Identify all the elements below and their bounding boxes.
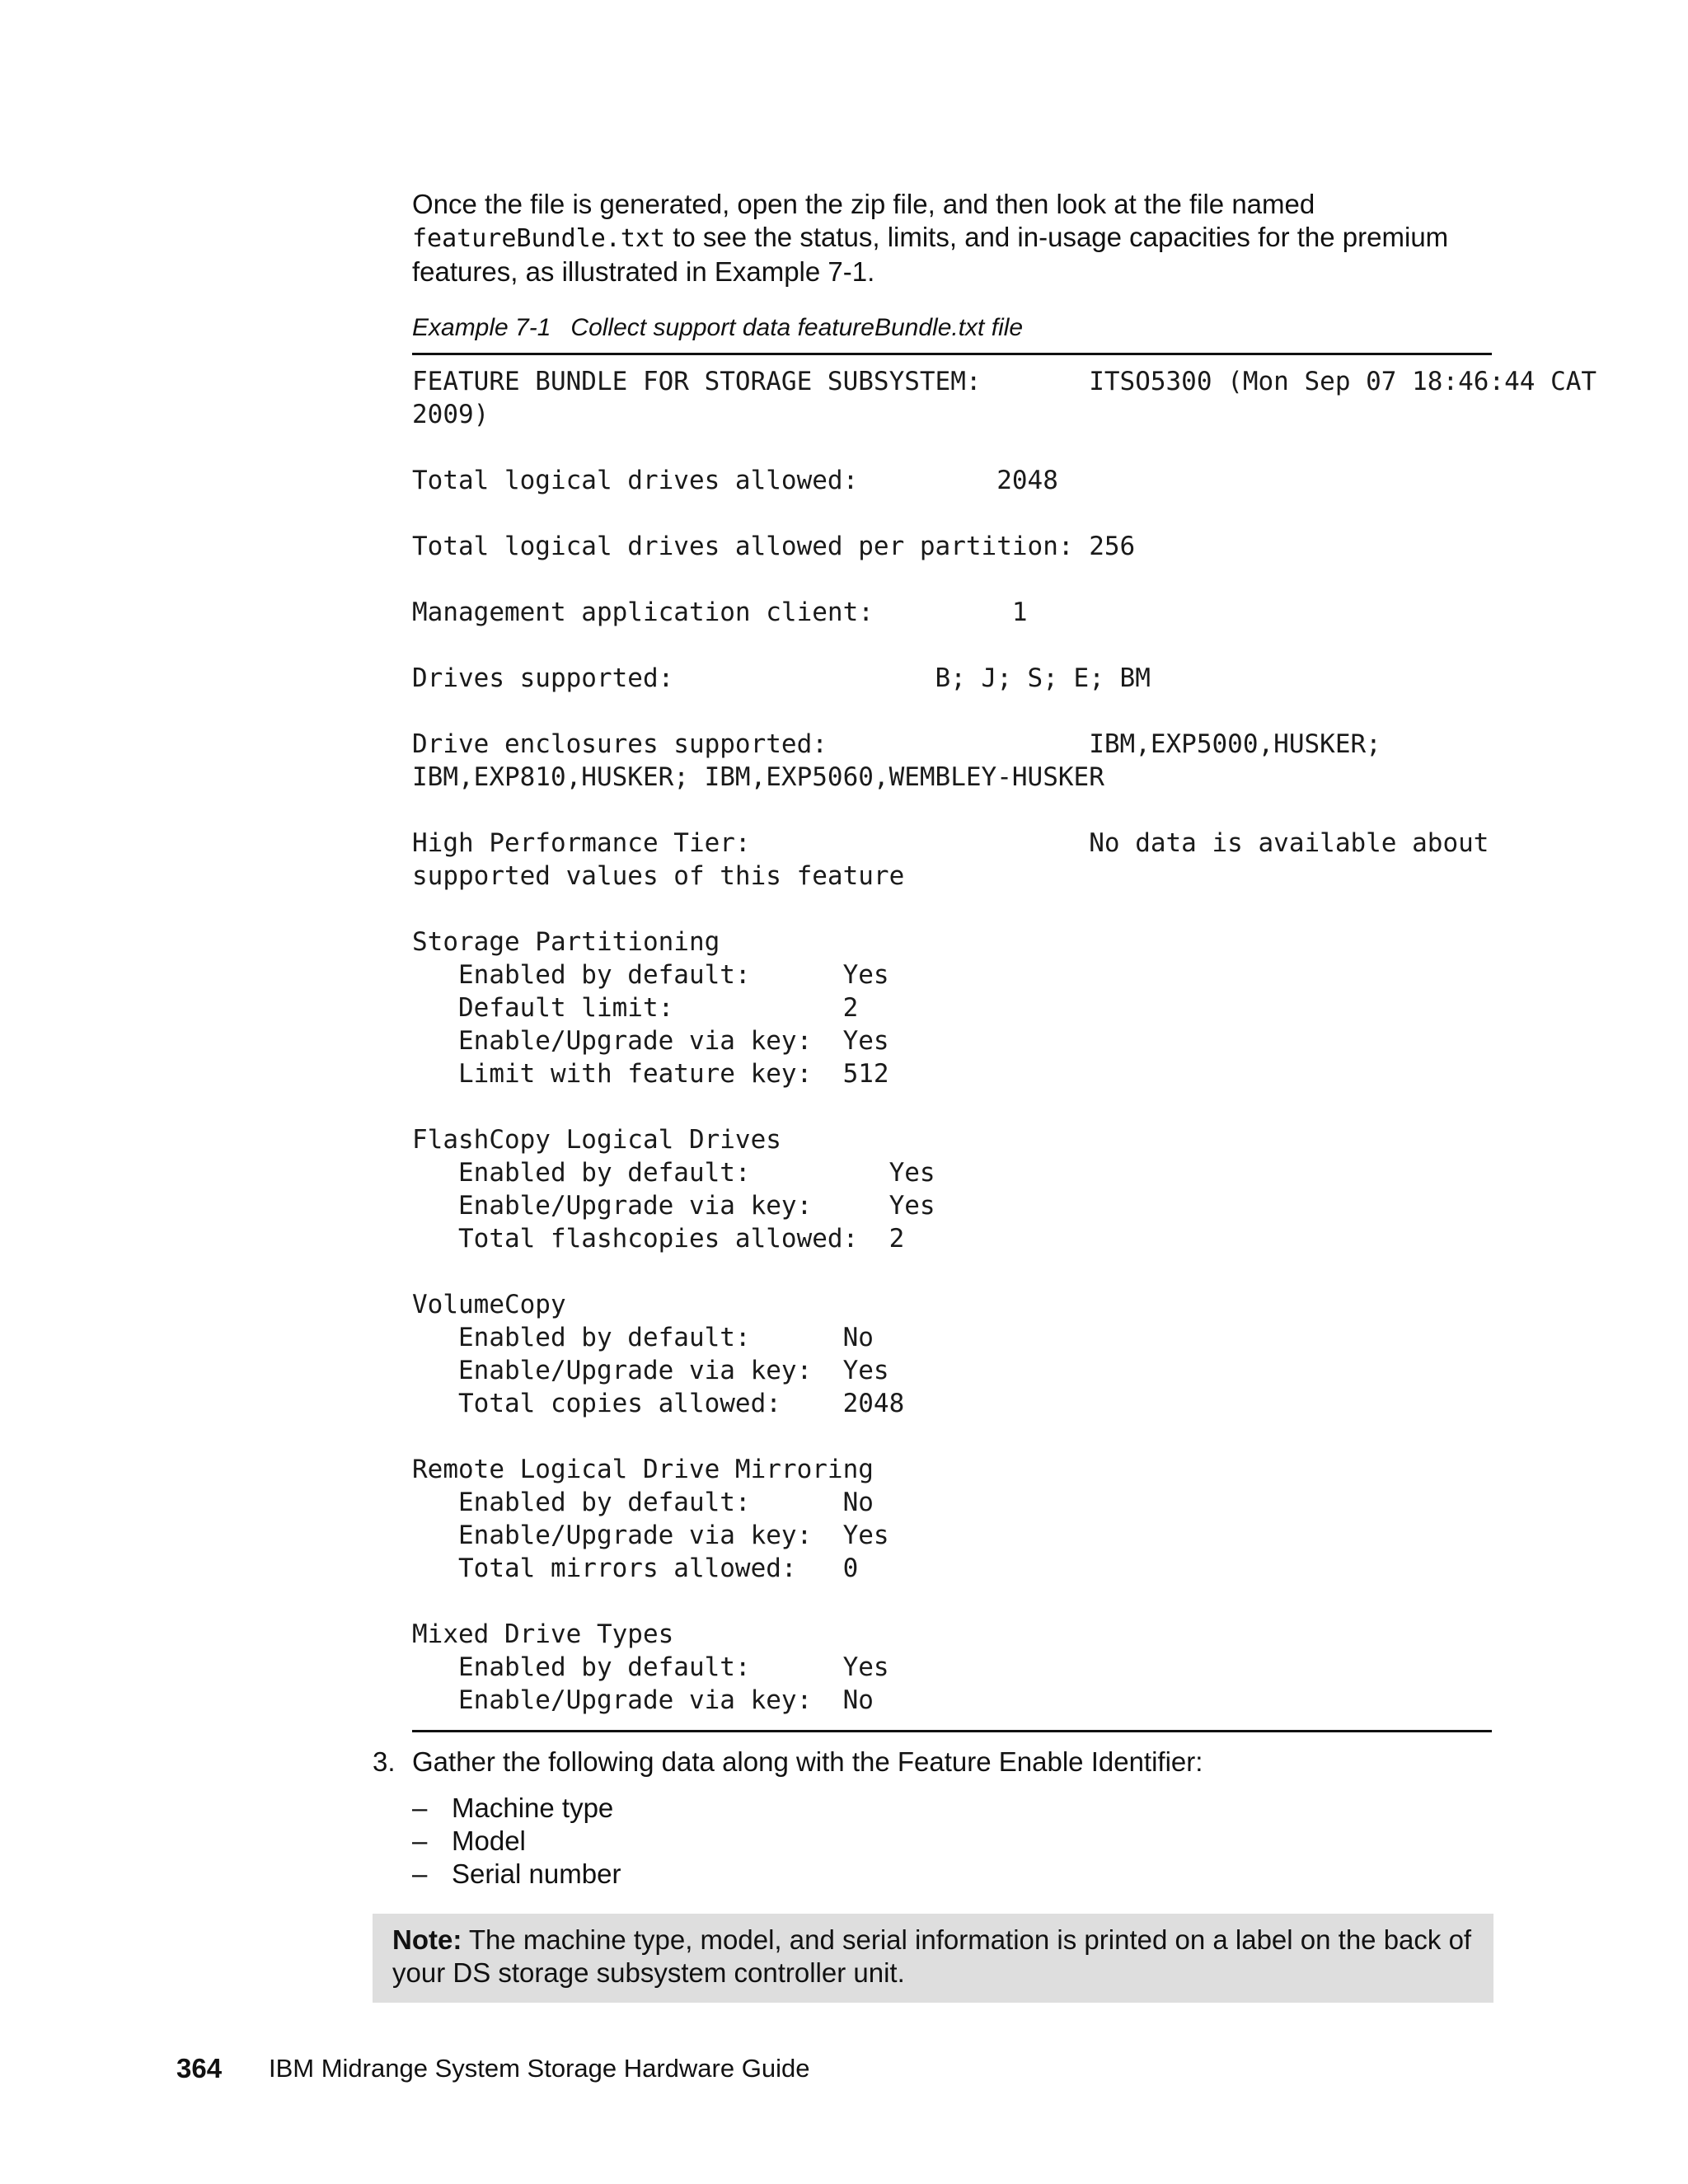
dash-bullet: – xyxy=(412,1825,428,1856)
intro-paragraph xyxy=(412,188,1492,288)
example-label: Example 7-1 xyxy=(412,314,551,341)
step-text: Gather the following data along with the Feature Enable Identifier: xyxy=(412,1746,1203,1777)
note-text: The machine type, model, and serial information is printed on a label on the back of your DS storage subsystem controller unit. xyxy=(392,1924,1472,1988)
note-box xyxy=(373,1914,1493,2003)
step-3 xyxy=(373,1746,1493,1891)
intro-text-1: Once the file is generated, open the zip file, and then look at the file named xyxy=(412,189,1315,219)
example-bottom-rule xyxy=(412,1730,1492,1732)
page-footer xyxy=(176,2052,809,2085)
step-sub-list xyxy=(412,1792,1493,1891)
step-number: 3. xyxy=(373,1746,396,1777)
dash-bullet: – xyxy=(412,1858,428,1889)
example-top-rule xyxy=(412,353,1492,355)
example-title: Collect support data featureBundle.txt file xyxy=(570,314,1024,341)
list-item-text: Machine type xyxy=(452,1793,614,1823)
list-item xyxy=(412,1792,1493,1825)
dash-bullet: – xyxy=(412,1793,428,1823)
example-code-block: FEATURE BUNDLE FOR STORAGE SUBSYSTEM: ITSO5300 (Mon Sep 07 18:46:44 CAT 2009) Total logical drives allowed: 2048 Total logical drives allowed per partition: 256 Management application client: 1 Drives supported: B; J; S; E; BM Drive enclosures supported: IBM,EXP5000,HUSKER; IBM,EXP810,HUSKER; IBM,EXP5060,WEMBLEY-HUSKER High Performance Tier: No data is available about supported values of this feature Storage Partitioning Enabled by default: Yes Default limit: 2 Enable/Upgrade via key: Yes Limit with feature key: 512 FlashCopy Logical Drives Enabled by default: Yes Enable/Upgrade via key: Yes Total flashcopies allowed: 2 VolumeCopy Enabled by default: No Enable/Upgrade via key: Yes Total copies allowed: 2048 Remote Logical Drive Mirroring Enabled by default: No Enable/Upgrade via key: Yes Total mirrors allowed: 0 Mixed Drive Types Enabled by default: Yes Enable/Upgrade via key: No xyxy=(412,367,1597,1715)
list-item xyxy=(412,1858,1493,1891)
intro-filename: featureBundle.txt xyxy=(412,224,666,253)
intro-text-2: to see the status, limits, and in-usage capacities for the premium features, as illustrated in Example 7-1. xyxy=(412,222,1449,287)
example-caption xyxy=(412,312,1492,344)
main-content xyxy=(412,188,1597,1732)
list-item xyxy=(412,1825,1493,1858)
list-item-text: Serial number xyxy=(452,1858,621,1889)
book-title: IBM Midrange System Storage Hardware Guide xyxy=(269,2054,810,2083)
page-number: 364 xyxy=(176,2053,223,2083)
note-label: Note: xyxy=(392,1924,462,1955)
list-item-text: Model xyxy=(452,1825,526,1856)
